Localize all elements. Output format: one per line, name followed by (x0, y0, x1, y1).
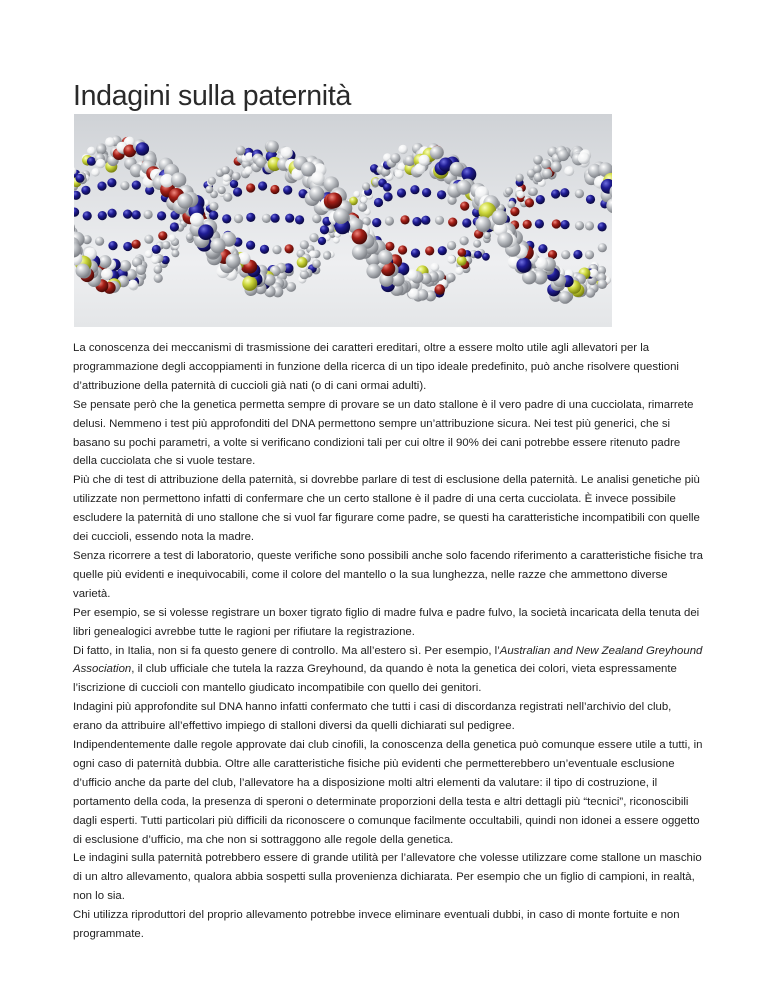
paragraph-text: , il club ufficiale che tutela la razza Greyhound, da quando è nota la genetica dei colori, vieta espressamente l’iscrizione di cuccioli con mantello giudicato incompatibile con quello dei genitori. (73, 663, 677, 695)
atom-sphere (410, 185, 419, 194)
atom-sphere (536, 195, 545, 204)
atom-sphere (559, 291, 572, 304)
atom-sphere (260, 245, 269, 254)
atom-sphere (101, 268, 113, 280)
atom-sphere (437, 190, 446, 199)
atom-sphere (564, 166, 574, 176)
atom-sphere (221, 166, 230, 175)
atom-sphere (557, 150, 569, 162)
atom-sphere (190, 213, 204, 227)
atom-sphere (560, 220, 569, 229)
atom-sphere (552, 219, 561, 228)
atom-sphere (74, 208, 79, 217)
atom-sphere (411, 249, 420, 258)
atom-sphere (285, 214, 294, 223)
atom-sphere (170, 222, 179, 231)
paragraph: Per esempio, se si volesse registrare un boxer tigrato figlio di madre fulva e padre fulvo, la società incaricata della tenuta dei libri genealogici avrebbe tutte le ragioni per rifiutare la registrazione. (73, 606, 700, 638)
atom-sphere (172, 250, 180, 258)
atom-sphere (398, 145, 407, 154)
atom-sphere (233, 187, 242, 196)
atom-sphere (87, 157, 96, 166)
atom-sphere (120, 260, 132, 272)
atom-sphere (523, 220, 532, 229)
atom-sphere (297, 257, 308, 268)
atom-sphere (430, 263, 439, 272)
atom-sphere (397, 188, 406, 197)
atom-sphere (358, 203, 367, 212)
atom-sphere (333, 208, 349, 224)
atom-sphere (447, 255, 455, 263)
atom-sphere (525, 198, 534, 207)
atom-sphere (458, 248, 467, 257)
atom-sphere (435, 216, 444, 225)
atom-sphere (234, 214, 243, 223)
paragraph: La conoscenza dei meccanismi di trasmissione dei caratteri ereditari, oltre a essere molto utile agli allevatori per la programmazione degli accoppiamenti in funzione della ricerca di un tipo ideale predefinito, può anche risolvere questioni d’attribuzione della paternità di cuccioli già nati (o di cani ormai adulti). (73, 342, 679, 392)
atom-sphere (333, 237, 340, 244)
atom-sphere (378, 250, 393, 265)
atom-sphere (516, 258, 531, 273)
atom-sphere (395, 170, 404, 179)
atom-sphere (598, 222, 607, 231)
atom-sphere (74, 191, 81, 200)
paragraph (73, 642, 703, 699)
atom-sphere (516, 174, 524, 182)
atom-sphere (226, 254, 241, 269)
atom-sphere (123, 242, 132, 251)
page-title: Indagini sulla paternità (73, 80, 351, 112)
atom-sphere (538, 244, 547, 253)
atom-sphere (551, 161, 562, 172)
atom-sphere (430, 146, 443, 159)
atom-sphere (529, 187, 538, 196)
atom-sphere (374, 198, 383, 207)
atom-sphere (505, 187, 513, 195)
atom-sphere (385, 242, 394, 251)
atom-sphere (168, 234, 175, 241)
atom-sphere (210, 238, 225, 253)
atom-sphere (107, 178, 116, 187)
atom-sphere (309, 233, 318, 242)
atom-sphere (267, 141, 279, 153)
atom-sphere (483, 232, 491, 240)
atom-sphere (123, 210, 132, 219)
atom-sphere (108, 241, 117, 250)
atom-sphere (585, 250, 594, 259)
atom-sphere (456, 180, 471, 195)
atom-sphere (295, 215, 304, 224)
atom-sphere (162, 241, 170, 249)
atom-sphere (560, 188, 569, 197)
paragraph: Senza ricorrere a test di laboratorio, queste verifiche sono possibili anche solo facendo riferimento a caratteristiche fisiche tra quelle più evidenti e inequivocabili, come il colore del mantello o la sua lunghezza, nelle razze che ammettono diverse varietà. (73, 549, 703, 600)
atom-sphere (198, 224, 214, 240)
atom-sphere (87, 147, 96, 156)
atom-sphere (236, 146, 246, 156)
atom-sphere (597, 279, 607, 289)
dna-illustration (74, 114, 612, 327)
atom-sphere (573, 250, 582, 259)
atom-sphere (309, 186, 324, 201)
atom-sphere (218, 186, 226, 194)
atom-sphere (383, 183, 392, 192)
atom-sphere (598, 243, 607, 252)
atom-sphere (262, 214, 271, 223)
atom-sphere (285, 244, 294, 253)
atom-sphere (575, 189, 584, 198)
atom-sphere (438, 246, 447, 255)
atom-sphere (151, 256, 159, 264)
atom-sphere (144, 210, 153, 219)
atom-sphere (132, 181, 141, 190)
atom-sphere (312, 214, 321, 223)
atom-sphere (551, 189, 560, 198)
atom-sphere (353, 191, 360, 198)
atom-sphere (136, 142, 149, 155)
paragraph: Indagini più approfondite sul DNA hanno infatti confermato che tutti i casi di discordanza registrati nell’archivio del club, erano da attribuire all’effettivo impiego di stalloni diversi da quelli dichiarati sul pedigree. (73, 701, 672, 733)
atom-sphere (320, 225, 329, 234)
paragraph: Indipendentemente dalle regole approvate dai club cinofili, la conoscenza della genetica può comunque essere utile a tutti, in ogni caso di paternità dubbia. Oltre alle caratteristiche fisiche più evidenti che permetterebbero un’eventuale esclusione d’ufficio anche da parte del club, l’allevatore ha a disposizione molti altri elementi da valutare: il tipo di costruzione, il portamento della coda, la presenza di speroni o determinate proporzioni della testa e altri dettagli più “tecnici”, riconoscibili dagli esperti. Tutti particolari più difficili da riconoscere o comunque facilmente occultabili, quindi non idonei a essere oggetto di esclusione d’ufficio, ma che non si sottraggono alle regole della genetica. (73, 739, 703, 846)
atom-sphere (76, 264, 90, 278)
atom-sphere (497, 232, 513, 248)
atom-sphere (152, 245, 161, 254)
atom-sphere (97, 182, 106, 191)
atom-sphere (232, 172, 241, 181)
atom-sphere (246, 183, 255, 192)
atom-sphere (575, 221, 584, 230)
atom-sphere (460, 202, 469, 211)
atom-sphere (398, 245, 407, 254)
atom-sphere (136, 265, 146, 275)
atom-sphere (419, 155, 430, 166)
atom-sphere (542, 169, 552, 179)
atom-sphere (96, 159, 106, 169)
atom-sphere (242, 276, 257, 291)
atom-sphere (352, 245, 367, 260)
atom-sphere (206, 186, 214, 194)
atom-sphere (209, 202, 218, 211)
atom-sphere (246, 213, 255, 222)
atom-sphere (132, 240, 141, 249)
atom-sphere (209, 211, 218, 220)
atom-sphere (510, 207, 519, 216)
atom-sphere (586, 195, 595, 204)
atom-sphere (474, 251, 482, 259)
paragraph: Se pensate però che la genetica permetta sempre di provare se un dato stallone è il vero padre di una cucciolata, rimarrete delusi. Nemmeno i test più approfonditi del DNA permettono sempre un’attribuzione sicura. Nei test più generici, che si basano su pochi parametri, a volte si verificano condizioni tali per cui oltre il 90% dei cani potrebbe essere ritenuto padre della cucciolata che si vuole testare. (73, 398, 694, 468)
atom-sphere (246, 241, 255, 250)
atom-sphere (517, 191, 525, 199)
paragraph: Più che di test di attribuzione della paternità, si dovrebbe parlare di test di esclusione della paternità. Le analisi genetiche più utilizzate non permettono infatti di confermare che un certo stallone è il padre di una certa cucciolata. È invece possibile escludere la paternità di uno stallone che si vuol far figurare come padre, se questi ha caratteristiche incompatibili con quelle dei cuccioli, essendo nota la madre. (73, 474, 700, 544)
atom-sphere (154, 265, 163, 274)
paragraph: Le indagini sulla paternità potrebbero essere di grande utilità per l’allevatore che volesse utilizzare come stallone un maschio di un altro allevamento, qualora abbia sospetti sulla provenienza dichiarata. Per esempio che un figlio di campioni, in realtà, non lo sia. (73, 852, 702, 903)
atom-sphere (447, 241, 456, 250)
atom-sphere (208, 177, 216, 185)
atom-sphere (318, 237, 326, 245)
atom-sphere (390, 153, 400, 163)
atom-sphere (352, 229, 368, 245)
atom-sphere (462, 218, 471, 227)
atom-sphere (311, 172, 324, 185)
atom-sphere (533, 165, 542, 174)
atom-sphere (98, 211, 107, 220)
atom-sphere (448, 218, 457, 227)
atom-sphere (144, 235, 153, 244)
atom-sphere (99, 255, 112, 268)
atom-sphere (400, 215, 409, 224)
atom-sphere (222, 214, 231, 223)
atom-sphere (421, 216, 430, 225)
atom-sphere (132, 210, 141, 219)
atom-sphere (561, 250, 570, 259)
atom-sphere (385, 216, 394, 225)
organization-name: Australian and New Zealand Greyhound Association (73, 644, 703, 676)
atom-sphere (157, 211, 166, 220)
atom-sphere (412, 217, 421, 226)
atom-sphere (384, 192, 393, 201)
atom-sphere (158, 231, 167, 240)
atom-sphere (455, 267, 463, 275)
atom-sphere (457, 256, 467, 266)
dna-image (74, 114, 612, 327)
atom-sphere (120, 181, 129, 190)
atom-sphere (360, 196, 367, 203)
atom-sphere (177, 193, 193, 209)
atom-sphere (460, 236, 469, 245)
atom-sphere (323, 252, 331, 260)
atom-sphere (270, 185, 279, 194)
atom-sphere (585, 221, 594, 230)
atom-sphere (81, 186, 90, 195)
atom-sphere (272, 245, 281, 254)
atom-sphere (105, 137, 115, 147)
article-body (73, 339, 703, 944)
atom-sphere (271, 214, 280, 223)
atom-sphere (475, 216, 491, 232)
atom-sphere (145, 250, 153, 258)
atom-sphere (492, 210, 508, 226)
atom-sphere (435, 284, 446, 295)
atom-sphere (258, 181, 267, 190)
atom-sphere (535, 219, 544, 228)
atom-sphere (128, 280, 138, 290)
atom-sphere (230, 180, 238, 188)
atom-sphere (83, 211, 92, 220)
atom-sphere (312, 259, 321, 268)
atom-sphere (425, 246, 434, 255)
atom-sphere (372, 218, 381, 227)
atom-sphere (96, 144, 106, 154)
atom-sphere (281, 147, 293, 159)
atom-sphere (482, 253, 490, 261)
atom-sphere (75, 174, 84, 183)
atom-sphere (283, 186, 292, 195)
atom-sphere (422, 188, 431, 197)
atom-sphere (473, 240, 481, 248)
atom-sphere (327, 193, 343, 209)
paragraph: Chi utilizza riproduttori del proprio allevamento potrebbe invece eliminare eventuali dubbi, in caso di monte fortuite e non programmate. (73, 909, 680, 941)
atom-sphere (91, 168, 99, 176)
atom-sphere (578, 152, 590, 164)
atom-sphere (366, 264, 381, 279)
atom-sphere (446, 273, 456, 283)
atom-sphere (223, 174, 231, 182)
atom-sphere (154, 274, 163, 283)
atom-sphere (223, 193, 232, 202)
atom-sphere (300, 240, 309, 249)
atom-sphere (362, 182, 370, 190)
atom-sphere (108, 209, 117, 218)
paragraph-text: Di fatto, in Italia, non si fa questo genere di controllo. Ma all’estero sì. Per esempio, l’ (73, 644, 500, 657)
atom-sphere (95, 237, 104, 246)
